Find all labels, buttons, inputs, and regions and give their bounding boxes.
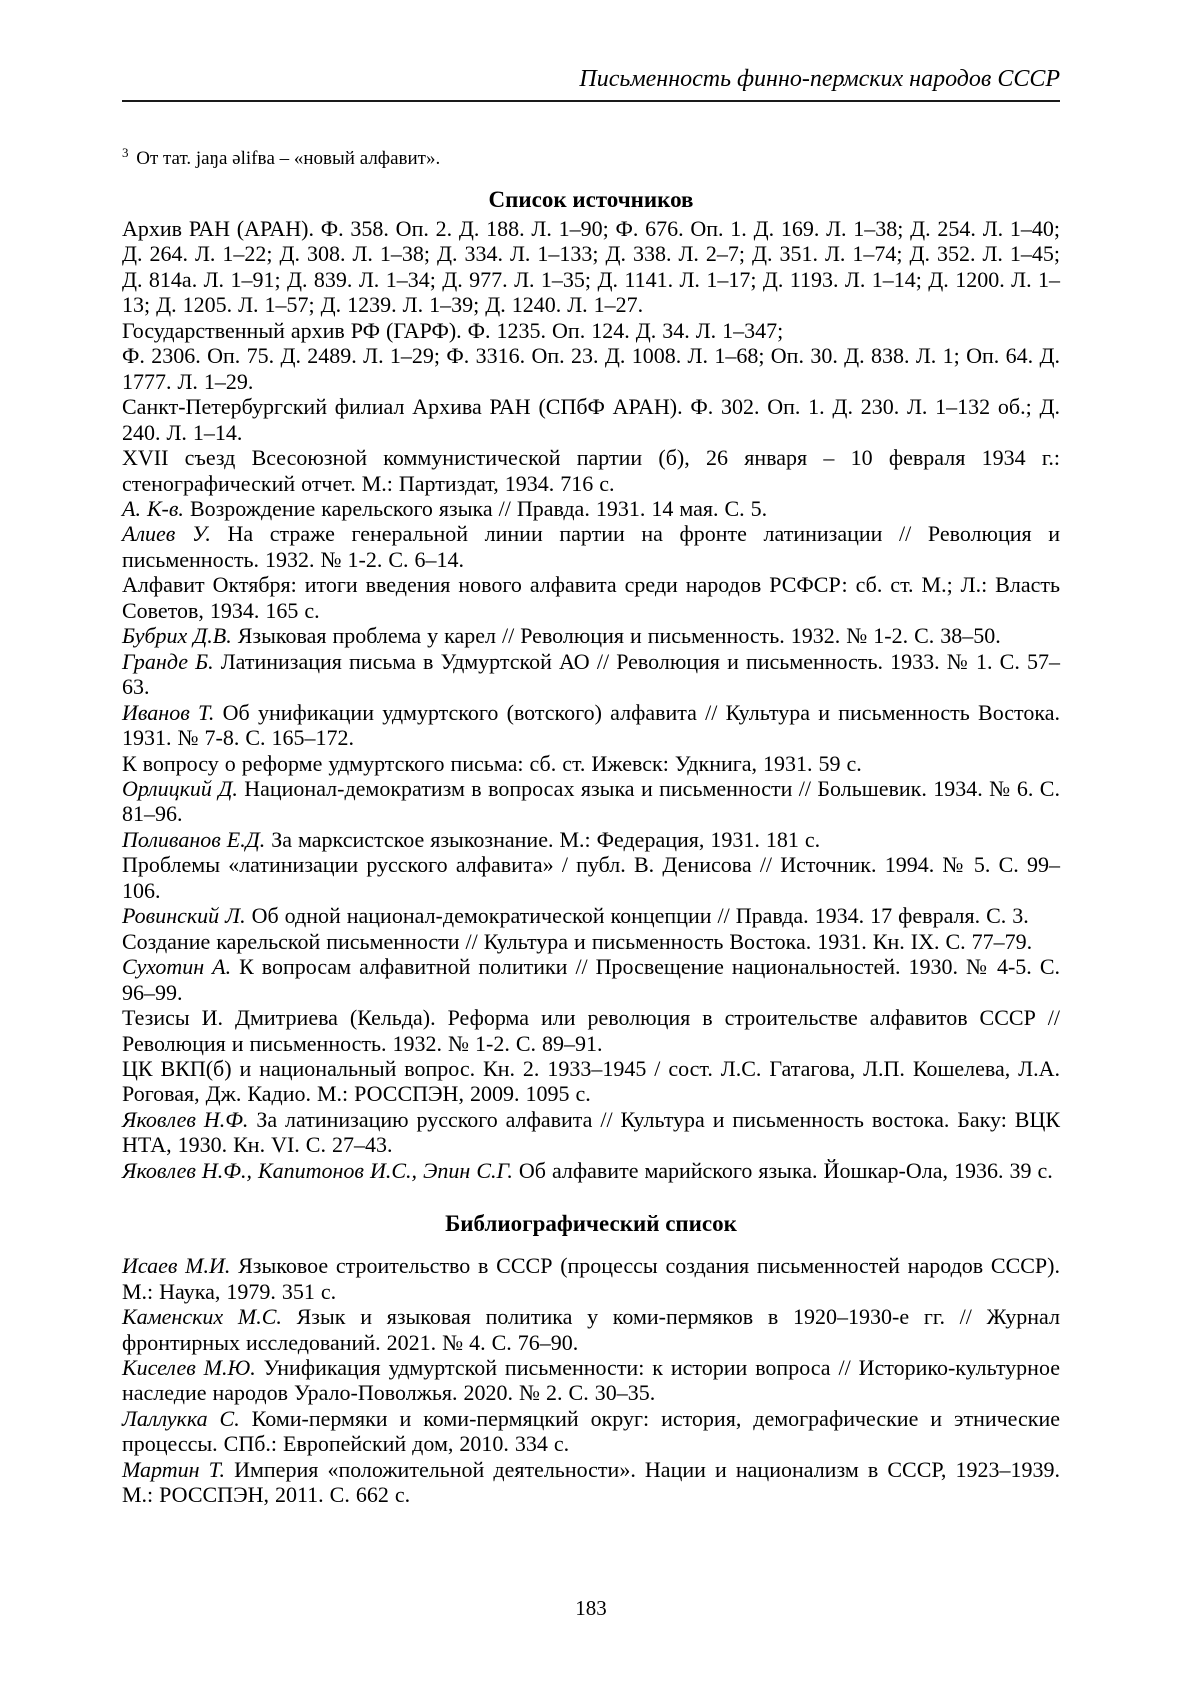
- bibliography-entry: [122, 1406, 1060, 1457]
- entry-text: На страже генеральной линии партии на фронте латинизации // Революция и письменность. 1932. № 1-2. С. 6–14.: [122, 521, 1061, 572]
- bibliography-sections: [122, 185, 1060, 1508]
- bibliography-entry: [122, 700, 1060, 751]
- bibliography-entry: [122, 776, 1060, 827]
- bibliography-entry: [122, 903, 1060, 928]
- bibliography-entry: [122, 623, 1060, 648]
- entry-text: Об унификации удмуртского (вотского) алфавита // Культура и письменность Востока. 1931. № 7-8. С. 165–172.: [122, 699, 1060, 751]
- entry-text: Архив РАН (АРАН). Ф. 358. Оп. 2. Д. 188. Л. 1–90; Ф. 676. Оп. 1. Д. 169. Л. 1–38; Д. 254. Л. 1–40; Д. 264. Л. 1–22; Д. 308. Л. 1–38; Д. 334. Л. 1–133; Д. 338. Л. 2–7; Д. 351. Л. 1–74; Д. 352. Л. 1–45; Д. 814а. Л. 1–91; Д. 839. Л. 1–34; Д. 977. Л. 1–35; Д. 1141. Л. 1–17; Д. 1193. Л. 1–14; Д. 1200. Л. 1–13; Д. 1205. Л. 1–57; Д. 1239. Л. 1–39; Д. 1240. Л. 1–27.: [122, 216, 1060, 318]
- entry-text: Государственный архив РФ (ГАРФ). Ф. 1235. Оп. 124. Д. 34. Л. 1–347;: [122, 317, 784, 343]
- entry-text: Латинизация письма в Удмуртской АО // Революция и письменность. 1933. № 1. С. 57–63.: [122, 648, 1060, 700]
- entry-text: Об одной национал-демократической концепции // Правда. 1934. 17 февраля. С. 3.: [245, 903, 1029, 929]
- section-heading: Библиографический список: [445, 1211, 737, 1237]
- entry-author: Алиев У.: [122, 521, 211, 547]
- entry-text: К вопросам алфавитной политики // Просвещение национальностей. 1930. № 4-5. С. 96–99.: [122, 954, 1060, 1005]
- entry-author: Поливанов Е.Д.: [122, 826, 266, 852]
- entry-author: Ровинский Л.: [122, 903, 246, 929]
- bibliography-entry: [122, 827, 1060, 852]
- entry-text: XVII съезд Всесоюзной коммунистической партии (б), 26 января – 10 февраля 1934 г.: стенографический отчет. М.: Партиздат, 1934. 716 с.: [122, 445, 1060, 496]
- bibliography-entry: [122, 1253, 1060, 1304]
- bibliography-entry: [122, 1355, 1060, 1406]
- entry-text: Санкт-Петербургский филиал Архива РАН (СПбФ АРАН). Ф. 302. Оп. 1. Д. 230. Л. 1–132 об.; Д. 240. Л. 1–14.: [122, 394, 1060, 445]
- bibliography-entry: [122, 1304, 1060, 1355]
- bibliography-entry: [122, 445, 1060, 496]
- entry-text: Возрождение карельского языка // Правда. 1931. 14 мая. С. 5.: [183, 495, 768, 521]
- bibliography-entry: [122, 394, 1060, 445]
- bibliography-entry: [122, 572, 1060, 623]
- entry-author: Исаев М.И.: [122, 1253, 231, 1279]
- entry-text: Об алфавите марийского языка. Йошкар-Ола, 1936. 39 с.: [512, 1157, 1053, 1183]
- bibliography-entry: [122, 318, 1060, 343]
- bibliography-entry: [122, 1056, 1060, 1107]
- bibliography-entry: [122, 852, 1060, 903]
- entry-text: Язык и языковая политика у коми-пермяков в 1920–1930-е гг. // Журнал фронтирных исследований. 2021. № 4. С. 76–90.: [122, 1304, 1060, 1355]
- running-header: Письменность финно-пермских народов СССР: [122, 64, 1060, 102]
- entry-text: Языковая проблема у карел // Революция и письменность. 1932. № 1-2. С. 38–50.: [231, 623, 1001, 649]
- footnote: [122, 146, 1060, 171]
- entry-author: Гранде Б.: [122, 648, 214, 674]
- bibliography-entry: [122, 521, 1060, 572]
- entry-text: К вопросу о реформе удмуртского письма: сб. ст. Ижевск: Удкнига, 1931. 59 с.: [122, 750, 862, 776]
- footnote-marker: 3: [122, 144, 129, 160]
- entry-text: ЦК ВКП(б) и национальный вопрос. Кн. 2. 1933–1945 / сост. Л.С. Гатагова, Л.П. Кошелева, Л.А. Роговая, Дж. Кадио. М.: РОССПЭН, 2009. 1095 с.: [122, 1055, 1060, 1107]
- section-heading: Список источников: [488, 187, 694, 212]
- entry-author: Лаллукка С.: [122, 1405, 240, 1431]
- entry-author: Яковлев Н.Ф.: [122, 1106, 249, 1132]
- bibliography-entry: [122, 929, 1060, 954]
- entry-text: Алфавит Октября: итоги введения нового алфавита среди народов РСФСР: сб. ст. М.; Л.: Власть Советов, 1934. 165 с.: [122, 572, 1060, 623]
- bibliography-entry: [122, 751, 1060, 776]
- entry-text: Империя «положительной деятельности». Нации и национализм в СССР, 1923–1939. М.: РОССПЭН, 2011. С. 662 с.: [122, 1456, 1060, 1508]
- entry-text: За латинизацию русского алфавита // Культура и письменность востока. Баку: ВЦК НТА, 1930. Кн. VI. С. 27–43.: [122, 1106, 1061, 1158]
- entry-author: А. К-в.: [122, 495, 184, 521]
- entry-text: Коми-пермяки и коми-пермяцкий округ: история, демографические и этнические процессы. СПб.: Европейский дом, 2010. 334 с.: [122, 1405, 1060, 1457]
- entry-author: Орлицкий Д.: [122, 775, 238, 801]
- bibliography-entry: [122, 649, 1060, 700]
- bibliography-entry: [122, 216, 1060, 318]
- bibliography-entry: [122, 1158, 1060, 1183]
- entry-author: Каменских М.С.: [122, 1304, 282, 1330]
- entry-author: Иванов Т.: [122, 699, 215, 725]
- page-content: [122, 0, 1060, 1508]
- entry-author: Яковлев Н.Ф., Капитонов И.С., Эпин С.Г.: [122, 1157, 513, 1183]
- entry-text: Тезисы И. Дмитриева (Кельда). Реформа или революция в строительстве алфавитов СССР // Революция и письменность. 1932. № 1-2. С. 89–91.: [122, 1005, 1060, 1056]
- bibliography-entry: [122, 1107, 1060, 1158]
- entry-text: Ф. 2306. Оп. 75. Д. 2489. Л. 1–29; Ф. 3316. Оп. 23. Д. 1008. Л. 1–68; Оп. 30. Д. 838. Л. 1; Оп. 64. Д. 1777. Л. 1–29.: [122, 343, 1060, 394]
- entry-author: Мартин Т.: [122, 1456, 225, 1482]
- entry-author: Киселев М.Ю.: [122, 1355, 256, 1381]
- page-number: 183: [575, 1596, 607, 1620]
- entry-author: Бубрих Д.В.: [122, 623, 232, 649]
- entry-text: За марксистское языкознание. М.: Федерация, 1931. 181 с.: [265, 826, 821, 852]
- footnote-text: От тат. jaŋa əlifвa – «новый алфавит».: [131, 148, 441, 169]
- entry-author: Сухотин А.: [122, 954, 232, 980]
- bibliography-entry: [122, 954, 1060, 1005]
- entry-text: Создание карельской письменности // Культура и письменность Востока. 1931. Кн. IX. С. 77–79.: [122, 928, 1033, 954]
- bibliography-entry: [122, 496, 1060, 521]
- bibliography-entry: [122, 1005, 1060, 1056]
- entry-text: Языковое строительство в СССР (процессы создания письменностей народов СССР). М.: Наука, 1979. 351 с.: [122, 1253, 1060, 1304]
- entry-text: Национал-демократизм в вопросах языка и письменности // Большевик. 1934. № 6. С. 81–96.: [122, 775, 1060, 827]
- bibliography-entry: [122, 343, 1060, 394]
- entry-text: Унификация удмуртской письменности: к истории вопроса // Историко-культурное наследие народов Урало-Поволжья. 2020. № 2. С. 30–35.: [122, 1355, 1060, 1406]
- entry-text: Проблемы «латинизации русского алфавита» / публ. В. Денисова // Источник. 1994. № 5. С. 99–106.: [122, 852, 1060, 903]
- bibliography-entry: [122, 1457, 1060, 1508]
